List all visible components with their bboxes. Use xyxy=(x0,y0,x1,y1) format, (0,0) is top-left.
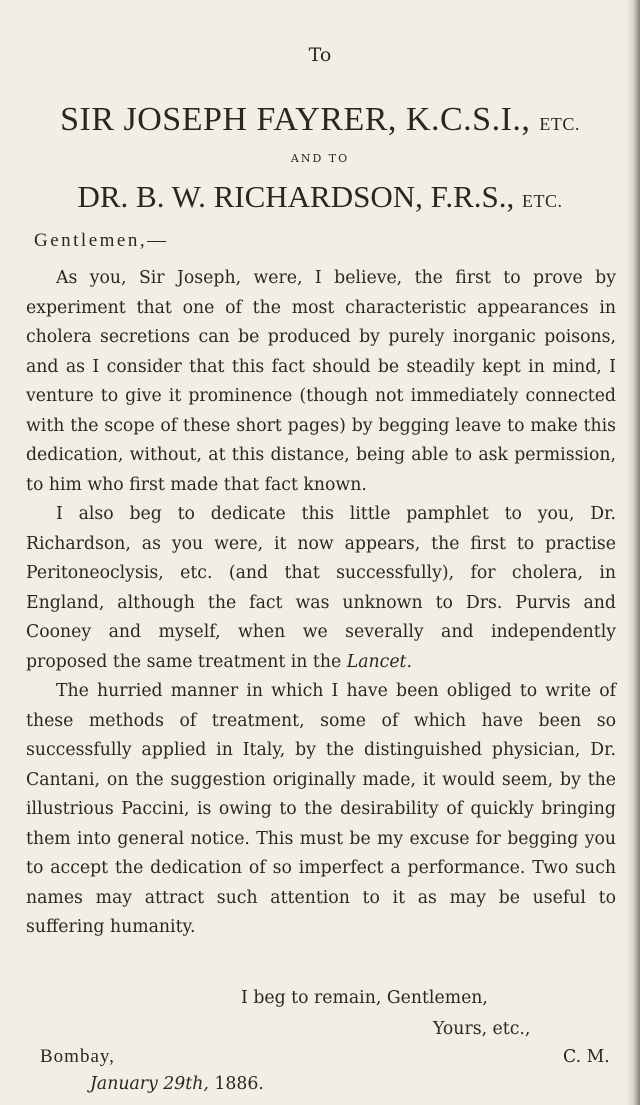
recipient-fayrer-name: SIR JOSEPH FAYRER, K.C.S.I., xyxy=(60,101,531,138)
signature-initials: C. M. xyxy=(563,1047,610,1067)
recipient-connector: AND TO xyxy=(290,152,350,165)
page-edge-shadow xyxy=(626,0,640,1105)
recipient-fayrer-suffix: ETC. xyxy=(539,114,580,134)
valediction: Yours, etc., xyxy=(433,1019,531,1039)
recipient-richardson-suffix: ETC. xyxy=(522,191,563,211)
closing-line: I beg to remain, Gentlemen, xyxy=(241,988,488,1008)
paragraph-2 xyxy=(26,500,616,677)
recipient-richardson xyxy=(0,178,640,220)
salutation: Gentlemen,— xyxy=(34,230,169,251)
recipient-richardson-name: DR. B. W. RICHARDSON, F.R.S., xyxy=(77,179,515,214)
journal-name: Lancet. xyxy=(346,651,412,672)
recipient-fayrer xyxy=(0,100,640,144)
dedication-mark: To xyxy=(308,44,332,66)
paragraph-2-text: I also beg to dedicate this little pamphlet to you, Dr. Richardson, as you were, it now appears, the first to practise Peritoneoclysis, etc. (and that successfully), for cholera, in England, although the fact was unknown to Drs. Purvis and Cooney and myself, when we severally and independently proposed the same treatment in the xyxy=(26,504,616,672)
paragraph-3: The hurried manner in which I have been obliged to write of these methods of treatment, some of which have been so successfully applied in Italy, by the distinguished physician, Dr. Cantani, on the suggestion originally made, it would seem, by the illustrious Paccini, is owing to the desirability of quickly bringing them into general notice. This must be my excuse for begging you to accept the dedication of so imperfect a performance. Two such names may attract such attention to it as may be useful to suffering humanity. xyxy=(26,681,616,937)
date-year: 1886. xyxy=(208,1074,264,1094)
paragraph-1: As you, Sir Joseph, were, I believe, the first to prove by experiment that one of the most characteristic appearances in cholera secretions can be produced by purely inorganic poisons, and as I consider that this fact should be steadily kept in mind, I venture to give it prominence (though not immediately connected with the scope of these short pages) by begging leave to make this dedication, without, at this distance, being able to ask permission, to him who first made that fact known. xyxy=(26,268,616,495)
place: Bombay, xyxy=(40,1046,115,1067)
letter-body xyxy=(26,264,616,943)
date-month-day: January 29th, xyxy=(90,1074,209,1094)
date xyxy=(90,1072,264,1096)
